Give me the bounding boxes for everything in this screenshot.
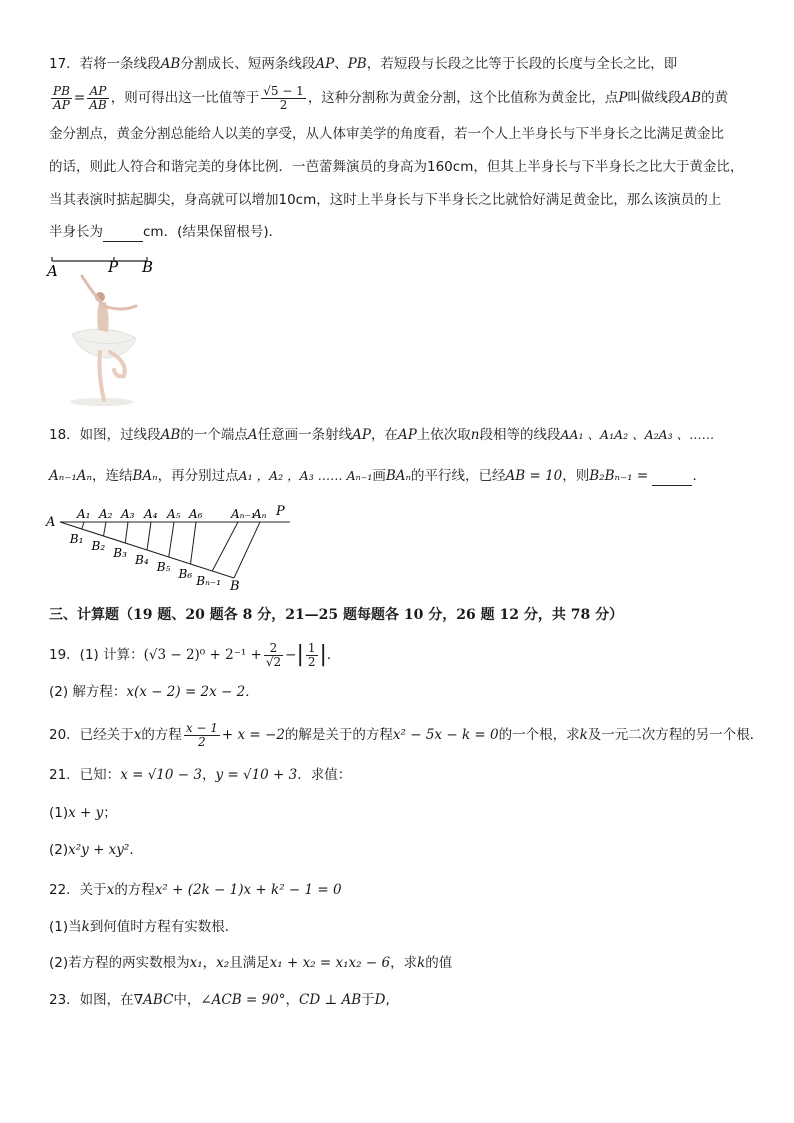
answer-blank-q18[interactable] [652, 471, 692, 486]
fraction-2-sqrt2: $\frac{2}{√2}$ [265, 640, 282, 669]
q21-part-2: (2)x²y + xy²． [49, 842, 143, 858]
parallel-line [104, 522, 107, 536]
q18-figure [44, 500, 304, 592]
q21-part-1: (1)x + y； [49, 805, 117, 821]
top-point-label: Aₙ [253, 507, 267, 521]
fraction-golden-ratio: $\frac{√5 - 1}{2}$ [263, 83, 304, 112]
q18-line-2: Aₙ₋₁Aₙ，连结BAₙ，再分别过点A₁ ，A₂ ，A₃ …… Aₙ₋₁画BAₙ的平行线，已经AB = 10，则B₂Bₙ₋₁ = ． [49, 468, 706, 484]
point-a-label: A [46, 515, 56, 530]
parallel-line [234, 522, 260, 578]
q17-figure [44, 252, 174, 412]
parallel-line [82, 522, 84, 529]
bottom-point-label: B₃ [113, 546, 127, 560]
q20-line: 20．已经关于x的方程 $\frac{x - 1}{2}$ + x = −2的解是关于的方程x² − 5x − k = 0的一个根，求k及一元二次方程的另一个根． [49, 720, 764, 749]
point-p-label: P [276, 504, 285, 519]
q17-line-6: 半身长为 cm．(结果保留根号)． [49, 224, 283, 240]
q17-line-5: 当其表演时掂起脚尖，身高就可以增加10cm，这时上半身长与下半身长之比就恰好满足黄金比，那么该演员的上 [49, 192, 722, 208]
q23-line: 23．如图，在∇ABC中，∠ACB = 90°，CD ⊥ AB于D, [49, 992, 390, 1008]
q18-line-1: 18．如图，过线段AB的一个端点A任意画一条射线AP，在AP上依次取n段相等的线段AA₁ 、A₁A₂ 、A₂A₃ 、…… [49, 427, 715, 443]
fraction-x-minus-1-over-2: $\frac{x - 1}{2}$ [185, 720, 218, 749]
q19-line-1: 19．(1) 计算：(√3 − 2)⁰ + 2⁻¹ + $\frac{2}{√2}$ −| $\frac{1}{2}$ |． [49, 640, 341, 669]
q17-line-2: $\frac{PB}{AP}$ = $\frac{AP}{AB}$ ，则可得出这一比值等于 $\frac{√5 - 1}{2}$ ，这种分割称为黄金分割，这个比值称为黄金比，点P叫做线段AB的黄 [53, 83, 729, 112]
point-p-label: P [108, 258, 119, 276]
q19-line-2: (2) 解方程：x(x − 2) = 2x − 2． [49, 684, 259, 700]
top-point-label: A₂ [99, 507, 113, 521]
section-3-heading: 三、计算题（19 题、20 题各 8 分，21—25 题每题各 10 分，26 题 12 分，共 78 分） [49, 607, 624, 623]
top-point-label: Aₙ₋₁ [231, 507, 256, 521]
point-a-label: A [47, 262, 58, 280]
parallel-line [125, 522, 128, 543]
top-point-label: A₃ [121, 507, 135, 521]
parallel-line [169, 522, 174, 557]
q17-line-1: 17．若将一条线段AB分割成长、短两条线段AP、PB，若短段与长段之比等于长段的长度与全长之比，即 [49, 56, 678, 72]
parallel-line [191, 522, 197, 564]
top-point-label: A₄ [144, 507, 158, 521]
bottom-point-label: B₆ [178, 567, 193, 581]
bottom-point-label: B₅ [156, 560, 171, 574]
point-b-label: B [230, 579, 240, 592]
q22-part-1: (1)当k到何值时方程有实数根． [49, 919, 239, 935]
fraction-one-half: $\frac{1}{2}$ [307, 640, 316, 669]
q21-line-1: 21．已知：x = √10 − 3，y = √10 + 3．求值： [49, 767, 352, 783]
bottom-point-label: B₄ [135, 553, 149, 567]
parallel-line [212, 522, 238, 571]
top-point-label: A₅ [167, 507, 181, 521]
answer-blank-q17[interactable] [103, 227, 143, 242]
bottom-point-label: B₂ [91, 539, 106, 553]
bottom-point-label: Bₙ₋₁ [196, 574, 222, 588]
top-point-label: A₆ [189, 507, 203, 521]
bottom-point-label: B₁ [69, 532, 84, 546]
ballerina-image [64, 276, 144, 407]
point-b-label: B [142, 258, 154, 276]
fraction-pb-ap: $\frac{PB}{AP}$ [53, 83, 70, 112]
top-point-label: A₁ [77, 507, 91, 521]
fraction-ap-ab: $\frac{AP}{AB}$ [89, 83, 107, 112]
q17-line-4: 的话，则此人符合和谐完美的身体比例．一芭蕾舞演员的身高为160cm，但其上半身长与下半身长之比大于黄金比， [49, 159, 744, 175]
q17-line-3: 金分割点，黄金分割总能给人以美的享受，从人体审美学的角度看，若一个人上半身长与下半身长之比满足黄金比 [49, 126, 724, 142]
q22-part-2: (2)若方程的两实数根为x₁，x₂且满足x₁ + x₂ = x₁x₂ − 6，求k的值 [49, 955, 453, 971]
parallel-line [147, 522, 151, 550]
q22-line-1: 22．关于x的方程x² + (2k − 1)x + k² − 1 = 0 [49, 882, 342, 898]
